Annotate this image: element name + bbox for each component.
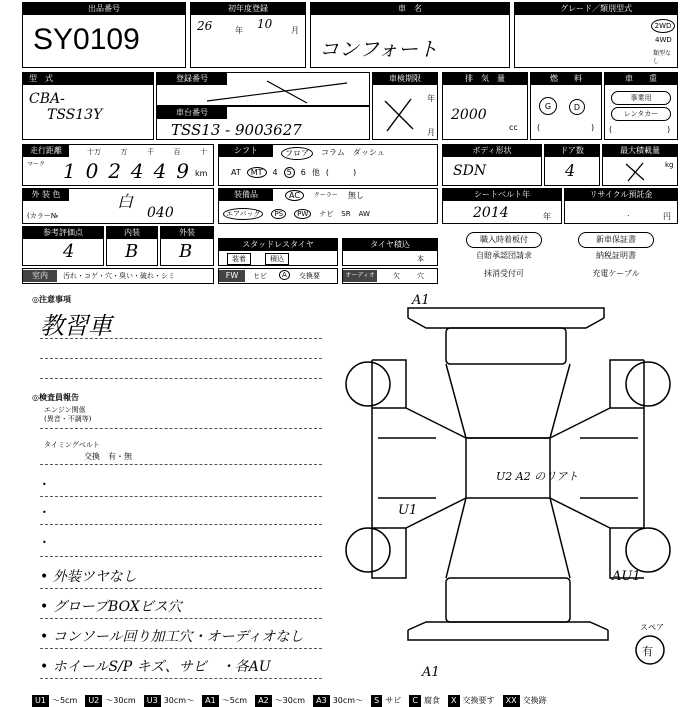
usage-rental: レンタカー <box>611 107 671 121</box>
documents-panel <box>442 228 678 284</box>
eval-value: 4 <box>63 241 75 262</box>
chassis-box <box>156 106 370 140</box>
notes-label: ◎注意事項 <box>32 295 71 304</box>
inspection-cross-mark <box>379 95 419 135</box>
legend-code: U1 <box>32 695 49 707</box>
fw-crack: ヒビ <box>253 272 267 280</box>
audio-missing: 欠 <box>393 272 400 280</box>
audio-hole: 穴 <box>417 272 424 280</box>
legend-code: U3 <box>144 695 161 707</box>
doc-item: 自賠承認団請求 <box>476 251 532 260</box>
doors-value: 4 <box>565 161 576 180</box>
usage-paren-open: ( <box>609 125 613 134</box>
doc-item: 新車保証書 <box>578 232 654 248</box>
eval-label: 参考評価点 <box>23 227 103 239</box>
inspector-line <box>40 428 322 429</box>
inspection-year-unit: 年 <box>427 94 435 103</box>
doc-item: 充電ケーブル <box>592 269 640 278</box>
fuel-paren-open: ( <box>537 123 541 132</box>
mileage-unit: 百 <box>173 148 181 156</box>
color-value: 白 <box>117 192 134 211</box>
inspector-note-text: グローブBOXビス穴 <box>52 599 182 615</box>
mileage-unit: 十万 <box>87 148 101 156</box>
capacity-label: 最大積載量 <box>603 145 677 157</box>
shift-at: AT <box>231 168 241 177</box>
damage-legend <box>32 688 680 705</box>
eval-box <box>22 226 104 266</box>
audio-row <box>342 268 438 284</box>
fuel-label: 燃 料 <box>531 73 601 85</box>
mileage-digit: 4 <box>153 159 167 183</box>
shift-mt: MT <box>247 167 267 178</box>
equipment-row1 <box>285 190 364 201</box>
notes-text: 教習車 <box>40 312 112 340</box>
recycle-value: . <box>627 209 630 218</box>
interior-box <box>106 226 158 266</box>
legend-code: X <box>448 695 459 707</box>
model-box <box>22 72 154 140</box>
inspection-month-unit: 月 <box>427 128 435 137</box>
studless-mounted: 装着 <box>227 253 251 265</box>
legend-code: U2 <box>85 695 102 707</box>
registration-box <box>156 72 370 106</box>
capacity-cross-mark <box>623 161 647 183</box>
fuel-gasoline: G <box>539 97 557 115</box>
diagram-mark: A1 <box>422 665 440 680</box>
exterior-box <box>160 226 214 266</box>
shift-6: 6 <box>300 168 306 177</box>
registration-strike-mark <box>197 77 357 105</box>
tire-load-box <box>342 238 438 266</box>
doc-item: 納税証明書 <box>596 251 636 260</box>
first-registration-box <box>190 2 306 68</box>
inspector-note: • グローブBOXビス穴 <box>40 599 182 615</box>
listing-box <box>22 2 186 68</box>
displacement-box <box>442 72 528 140</box>
timing-value: 交換 有・無 <box>84 452 132 461</box>
note-line <box>40 338 322 339</box>
shift-4: 4 <box>272 168 278 177</box>
legend-desc: ～5cm <box>221 696 248 705</box>
inspector-note: • コンソール回り加工穴・オーディオなし <box>40 629 304 645</box>
doors-box <box>544 144 600 186</box>
spare-label: スペア <box>640 623 664 632</box>
shift-type-row <box>281 147 385 160</box>
displacement-label: 排 気 量 <box>443 73 527 85</box>
legend-desc: 30cm～ <box>163 696 195 705</box>
body-label: ボディ形状 <box>443 145 541 157</box>
audio-label: オーディオ <box>343 270 377 282</box>
fw-a: A <box>279 270 290 280</box>
legend-desc: ～5cm <box>51 696 78 705</box>
listing-number: SY0109 <box>33 23 140 56</box>
legend-desc: ～30cm <box>105 696 136 705</box>
inspector-line <box>40 556 322 557</box>
inspector-line <box>40 496 322 497</box>
equip-ac: AC <box>285 190 304 201</box>
color-box <box>22 188 214 224</box>
mileage-digit: 2 <box>108 159 122 183</box>
car-name-label: 車 名 <box>311 3 509 15</box>
inspector-note-text: コンソール回り加工穴・オーディオなし <box>52 629 304 645</box>
equip-aw: AW <box>358 210 370 218</box>
first-reg-month-unit: 月 <box>291 26 299 35</box>
fuel-paren-close: ) <box>591 123 595 132</box>
bullet: • <box>42 480 47 489</box>
equip-ps: PS <box>271 209 286 219</box>
body-box <box>442 144 542 186</box>
legend-desc: ～30cm <box>274 696 306 705</box>
body-value: SDN <box>453 163 487 179</box>
spare-value: 有 <box>642 645 653 658</box>
inspector-line <box>40 524 322 525</box>
mileage-digit: 9 <box>176 159 189 183</box>
mileage-box <box>22 144 214 186</box>
legend-code: S <box>371 695 382 707</box>
capacity-box <box>602 144 678 186</box>
interior-condition-row <box>22 268 214 284</box>
mileage-digit: 0 <box>85 159 99 183</box>
tire-load-unit: 本 <box>417 255 424 263</box>
fuel-diesel: D <box>569 99 585 115</box>
fw-row <box>218 268 338 284</box>
inspector-note-text: ホイールS/P キズ、サビ ・各AU <box>52 659 271 675</box>
diagram-mark: AU1 <box>612 569 641 584</box>
engine-label: エンジン関係 (異音・不調等) <box>44 406 92 423</box>
mileage-digits <box>63 159 189 183</box>
grade-4wd: 4WD <box>655 36 672 44</box>
inspector-label: ◎検査員報告 <box>32 393 79 402</box>
interior-label: 内装 <box>107 227 157 239</box>
shift-box <box>218 144 438 186</box>
mileage-digit: 4 <box>130 159 144 183</box>
doc-item: 職入時着板付 <box>466 232 542 248</box>
exterior-value: B <box>179 241 193 262</box>
interior-condition-label: 室内 <box>23 270 57 282</box>
tire-load-label: タイヤ積込 <box>343 239 437 251</box>
first-reg-year: 26 <box>197 19 213 33</box>
registration-label: 登録番号 <box>157 73 227 85</box>
first-reg-month: 10 <box>257 17 273 31</box>
legend-desc: 腐食 <box>423 696 440 705</box>
model-label: 型 式 <box>23 73 153 85</box>
note-line <box>40 358 322 359</box>
fuel-box <box>530 72 602 140</box>
usage-paren-close: ) <box>667 125 671 134</box>
usage-label: 車 重 <box>605 73 677 85</box>
displacement-value: 2000 <box>451 107 487 123</box>
listing-label: 出品番号 <box>23 3 185 15</box>
car-name-box <box>310 2 510 68</box>
shift-paren: ( ) <box>325 168 357 177</box>
shift-gear-row <box>231 167 356 178</box>
seatbelt-label: シートベルト年 <box>443 189 561 201</box>
inspection-box <box>372 72 438 140</box>
seatbelt-box <box>442 188 562 224</box>
equipment-label: 装備品 <box>219 189 273 201</box>
shift-5: 5 <box>284 167 295 178</box>
exterior-label: 外装 <box>161 227 213 239</box>
car-name-value: コンフォート <box>319 37 438 61</box>
seatbelt-value: 2014 <box>473 205 509 221</box>
legend-code: A2 <box>255 695 272 707</box>
equipment-row2 <box>223 208 370 220</box>
shift-label: シフト <box>219 145 273 157</box>
displacement-unit: cc <box>509 123 518 132</box>
doors-label: ドア数 <box>545 145 599 157</box>
diagram-mark: A1 <box>412 293 430 308</box>
studless-box <box>218 238 338 266</box>
equip-airbag: エアバッグ <box>223 208 263 220</box>
equip-none: 無し <box>347 191 364 200</box>
note-line <box>40 378 322 379</box>
recycle-box <box>564 188 678 224</box>
equip-sr: SR <box>341 210 351 218</box>
inspector-line <box>40 588 322 589</box>
recycle-unit: 円 <box>663 212 671 221</box>
interior-condition-items: 汚れ・コゲ・穴・臭い・破れ・シミ <box>63 272 175 280</box>
mileage-unit-row <box>87 147 207 157</box>
grade-type-none: 類型なし <box>653 50 672 65</box>
legend-desc: 交換跡 <box>522 696 547 705</box>
first-reg-year-unit: 年 <box>235 26 243 35</box>
inspector-line <box>40 648 322 649</box>
color-code-label: (カラー№ <box>27 212 59 220</box>
fw-label: FW <box>219 270 245 282</box>
chassis-label: 車台番号 <box>157 107 227 119</box>
inspector-note: • ホイールS/P キズ、サビ ・各AU <box>40 659 271 675</box>
mileage-label: 走行距離 <box>23 145 69 157</box>
doc-item: 抹消受付可 <box>484 269 524 278</box>
color-label: 外 装 色 <box>23 189 69 201</box>
mileage-unit-km: km <box>195 169 208 178</box>
diagram-mark: U2 A2 のリアト <box>496 470 579 483</box>
legend-desc: サビ <box>385 696 402 705</box>
grade-label: グレード／類別型式 <box>515 3 677 15</box>
recycle-label: リサイクル預託金 <box>565 189 677 201</box>
timing-label: タイミングベルト <box>44 441 100 449</box>
diagram-mark: U1 <box>398 503 418 518</box>
equip-cooler: クーラー <box>313 192 338 199</box>
mileage-digit: 1 <box>63 159 76 183</box>
mileage-unit: 千 <box>147 148 154 156</box>
mileage-mark: マーク <box>27 161 46 168</box>
interior-value: B <box>125 241 139 262</box>
equipment-box <box>218 188 438 224</box>
shift-other: 他 <box>311 168 320 177</box>
usage-business: 事業用 <box>611 91 671 105</box>
inspector-note-text: 外装ツヤなし <box>52 569 137 585</box>
shift-column: コラム <box>321 148 345 157</box>
model-line2: TSS13Y <box>47 107 103 123</box>
car-damage-diagram <box>336 288 680 680</box>
studless-options <box>227 253 289 265</box>
legend-code: A3 <box>313 695 330 707</box>
inspector-note: • 外装ツヤなし <box>40 569 137 585</box>
seatbelt-unit: 年 <box>543 212 551 221</box>
color-code: 040 <box>147 205 174 221</box>
shift-dash: ダッシュ <box>352 148 385 157</box>
legend-desc: 交換要す <box>462 696 495 705</box>
equip-navi: ナビ <box>319 210 334 218</box>
legend-code: XX <box>503 695 520 707</box>
equip-pw: PW <box>294 209 311 219</box>
grade-box <box>514 2 678 68</box>
usage-box <box>604 72 678 140</box>
bullet: • <box>42 538 47 547</box>
capacity-unit: kg <box>665 161 674 169</box>
inspection-label: 車検期限 <box>373 73 437 85</box>
studless-label: スタッドレスタイヤ <box>219 239 337 251</box>
chassis-value: TSS13 - 9003627 <box>171 121 302 139</box>
studless-loaded: 積込 <box>265 253 289 265</box>
bullet: • <box>42 508 47 517</box>
legend-desc: 30cm～ <box>332 696 364 705</box>
mileage-unit: 十 <box>200 148 207 156</box>
first-registration-label: 初年度登録 <box>191 3 305 15</box>
inspector-line <box>40 618 322 619</box>
mileage-unit: 万 <box>120 148 128 156</box>
legend-code: A1 <box>202 695 219 707</box>
inspector-line <box>40 678 322 679</box>
legend-code: C <box>409 695 421 707</box>
grade-2wd: 2WD <box>651 19 675 33</box>
inspector-line <box>40 464 322 465</box>
fw-replace: 交換要 <box>299 272 320 280</box>
shift-floor: フロア <box>281 147 313 160</box>
model-line1: CBA- <box>29 91 65 107</box>
